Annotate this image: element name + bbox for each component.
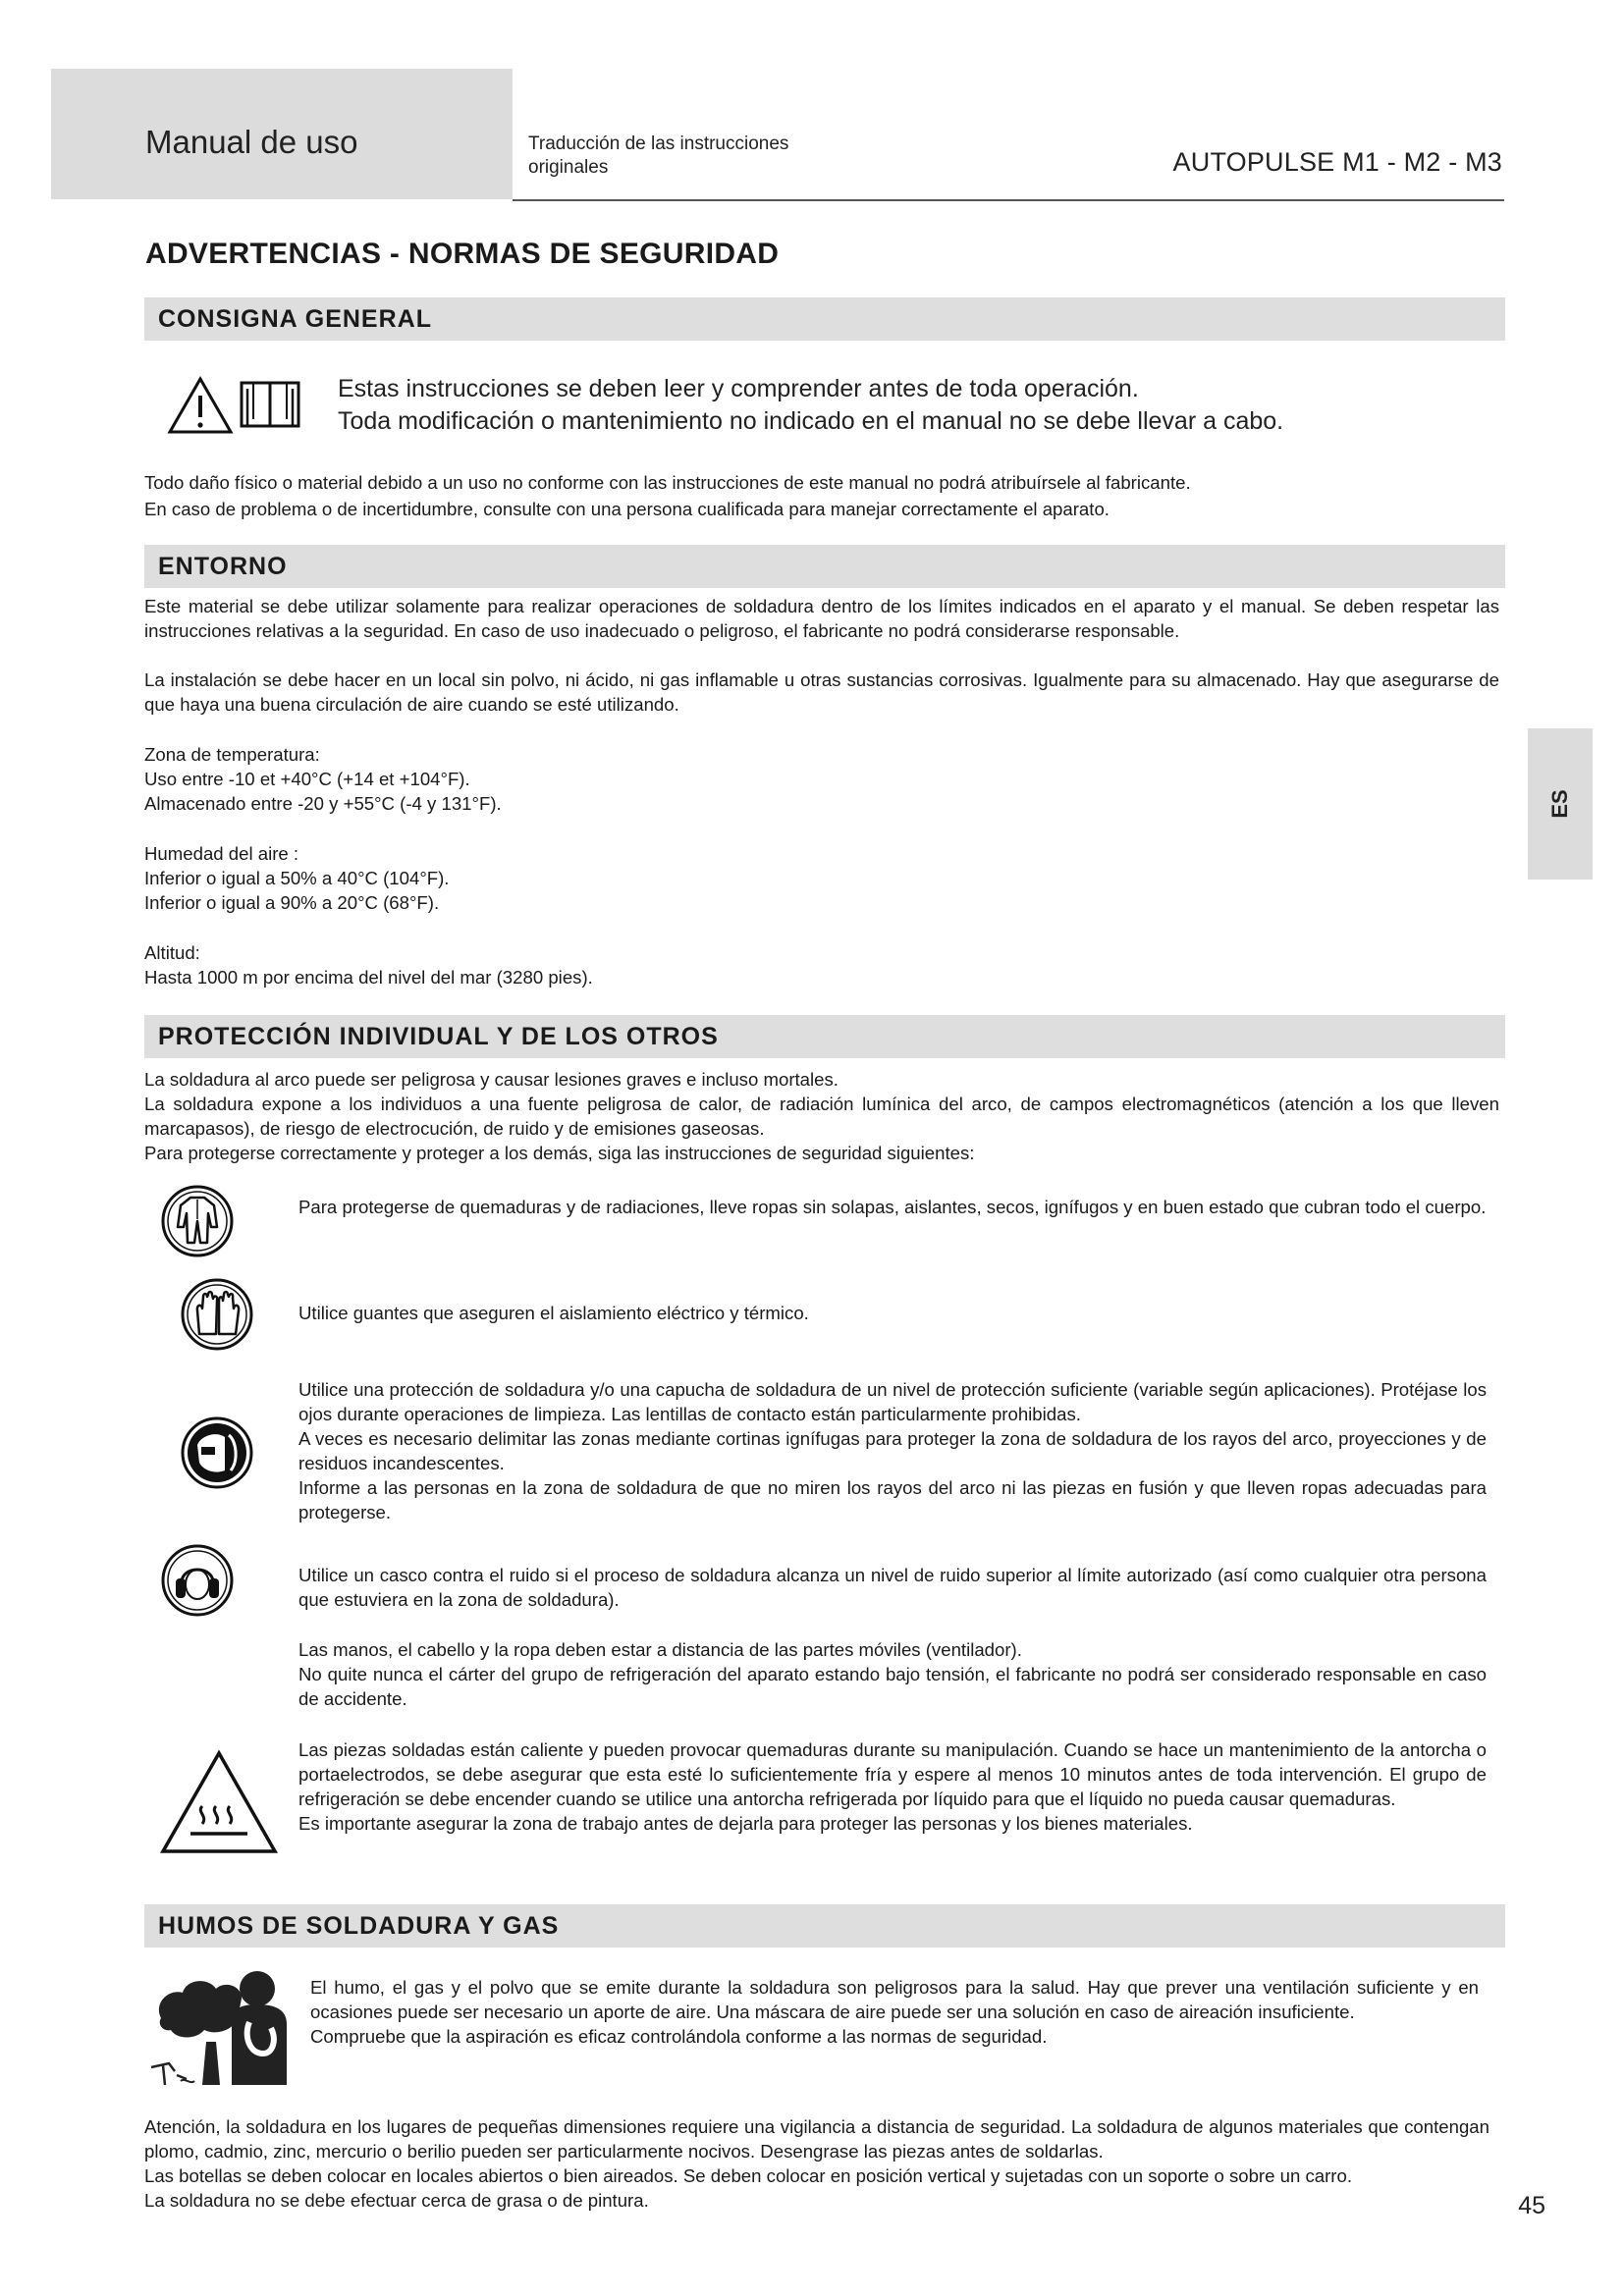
- altitude-block: [144, 940, 593, 989]
- moving-parts-text: [298, 1637, 1487, 1711]
- gloves-text: Utilice guantes que aseguren el aislamiento eléctrico y térmico.: [298, 1303, 809, 1323]
- page-number: 45: [1518, 2192, 1545, 2219]
- section-bar-fumes: [144, 1904, 1505, 1948]
- manual-book-icon: [240, 380, 300, 429]
- language-tab: [1528, 728, 1593, 880]
- moving-parts-text-1: Las manos, el cabello y la ropa deben estar a distancia de las partes móviles (ventilador).: [298, 1639, 1022, 1660]
- welding-mask-icon: [180, 1415, 254, 1490]
- protection-intro-2: La soldadura expone a los individuos a una fuente peligrosa de calor, de radiación lumínica del arco, de campos electromagnéticos (atención a los que lleven marcapasos), de riesgo de electrocución, de ruido y de emisiones gaseosas.: [144, 1094, 1499, 1139]
- altitude-title: Altitud:: [144, 942, 200, 963]
- model-name: AUTOPULSE M1 - M2 - M3: [1172, 147, 1502, 177]
- general-notice: [338, 373, 1283, 438]
- mask-text-1: Utilice una protección de soldadura y/o una capucha de soldadura de un nivel de protección suficiente (variable según aplicaciones). Protéjase los ojos durante operaciones de limpieza. Las lentillas de contacto están particularmente prohibidas.: [298, 1379, 1487, 1424]
- temperature-storage: Almacenado entre -20 y +55°C (-4 y 131°F).: [144, 793, 502, 814]
- fumes-warnings: [144, 2114, 1489, 2213]
- section-title-environment: ENTORNO: [158, 553, 288, 580]
- section-bar-environment: [144, 545, 1505, 588]
- header-divider: [513, 199, 1504, 201]
- fumes-text: [310, 1975, 1479, 2049]
- fumes-warning-1: Atención, la soldadura en los lugares de pequeñas dimensiones requiere una vigilancia a distancia de seguridad. La soldadura de algunos materiales que contengan plomo, cadmio, zinc, mercurio o berilio pueden ser particularmente nocivos. Desengrase las piezas antes de soldarlas.: [144, 2116, 1489, 2162]
- hot-parts-text: [298, 1737, 1487, 1836]
- environment-paragraph-1: Este material se debe utilizar solamente para realizar operaciones de soldadura dentro de los límites indicados en el aparato y el manual. Se deben respetar las instrucciones relativas a la seguridad. En caso de uso inadecuado o peligroso, el fabricante no podrá considerarse responsable.: [144, 596, 1499, 641]
- protection-intro-1: La soldadura al arco puede ser peligrosa y causar lesiones graves e incluso mortales.: [144, 1069, 839, 1090]
- humidity-block: [144, 841, 449, 915]
- fumes-text-2: Compruebe que la aspiración es eficaz controlándola conforme a las normas de seguridad.: [310, 2026, 1048, 2047]
- clothing-text: Para protegerse de quemaduras y de radiaciones, lleve ropas sin solapas, aislantes, secos, ignífugos y en buen estado que cubran todo el cuerpo.: [298, 1197, 1487, 1217]
- temperature-use: Uso entre -10 et +40°C (+14 et +104°F).: [144, 769, 470, 789]
- environment-paragraph-2: La instalación se debe hacer en un local sin polvo, ni ácido, ni gas inflamable u otras sustancias corrosivas. Igualmente para su almacenado. Hay que asegurarse de que haya una buena circulación de aire cuando se esté utilizando.: [144, 669, 1499, 715]
- ear-protection-text: Utilice un casco contra el ruido si el proceso de soldadura alcanza un nivel de ruido superior al límite autorizado (así como cualquier otra persona que estuviera en la zona de soldadura).: [298, 1565, 1487, 1610]
- section-title-protection: PROTECCIÓN INDIVIDUAL Y DE LOS OTROS: [158, 1023, 719, 1050]
- mask-text: [298, 1377, 1487, 1524]
- moving-parts-text-2: No quite nunca el cárter del grupo de refrigeración del aparato estando bajo tensión, el fabricante no podrá ser considerado responsable en caso de accidente.: [298, 1664, 1487, 1709]
- translation-note: [528, 133, 788, 180]
- humidity-limit-1: Inferior o igual a 50% a 40°C (104°F).: [144, 868, 450, 888]
- humidity-title: Humedad del aire :: [144, 843, 299, 864]
- protective-clothing-icon: [160, 1184, 235, 1258]
- language-tab-label: ES: [1547, 789, 1572, 819]
- mask-text-2: A veces es necesario delimitar las zonas mediante cortinas ignífugas para proteger la zona de soldadura de los rayos del arco, proyecciones y de residuos incandescentes.: [298, 1428, 1487, 1473]
- hot-surface-warning-icon: [159, 1749, 279, 1855]
- general-notice-line-1: Estas instrucciones se deben leer y comprender antes de toda operación.: [338, 375, 1139, 402]
- translation-line-2: originales: [528, 157, 609, 178]
- general-paragraph-1: Todo daño físico o material debido a un uso no conforme con las instrucciones de este manual no podrá atribuírsele al fabricante.: [144, 472, 1191, 493]
- hot-parts-text-2: Es importante asegurar la zona de trabajo antes de dejarla para proteger las personas y los bienes materiales.: [298, 1813, 1193, 1834]
- translation-line-1: Traducción de las instrucciones: [528, 133, 789, 154]
- temperature-title: Zona de temperatura:: [144, 744, 320, 765]
- altitude-value: Hasta 1000 m por encima del nivel del mar (3280 pies).: [144, 967, 593, 988]
- warning-triangle-icon: [167, 376, 234, 435]
- mask-text-3: Informe a las personas en la zona de soldadura de que no miren los rayos del arco ni las piezas en fusión y que lleven ropas adecuadas para protegerse.: [298, 1477, 1487, 1522]
- section-title-fumes: HUMOS DE SOLDADURA Y GAS: [158, 1912, 560, 1940]
- section-bar-general: [144, 297, 1505, 341]
- gloves-icon: [180, 1277, 254, 1352]
- fumes-hazard-icon: [147, 1959, 304, 2093]
- protection-intro: [144, 1067, 1499, 1165]
- fumes-warning-2: Las botellas se deben colocar en locales abiertos o bien aireados. Se deben colocar en posición vertical y sujetadas con un soporte o sobre un carro.: [144, 2165, 1353, 2186]
- section-bar-protection: [144, 1015, 1505, 1058]
- page-title: ADVERTENCIAS - NORMAS DE SEGURIDAD: [145, 238, 780, 270]
- general-paragraph-2: En caso de problema o de incertidumbre, consulte con una persona cualificada para manejar correctamente el aparato.: [144, 499, 1110, 519]
- general-notice-line-2: Toda modificación o mantenimiento no indicado en el manual no se debe llevar a cabo.: [338, 407, 1284, 435]
- hot-parts-text-1: Las piezas soldadas están caliente y pueden provocar quemaduras durante su manipulación. Cuando se hace un mantenimiento de la antorcha o portaelectrodos, se debe asegurar que esta esté lo suficientemente fría y espere al menos 10 minutos antes de toda intervención. El grupo de refrigeración se debe encender cuando se utilice una antorcha refrigerada por líquido para que el líquido no pueda causar quemaduras.: [298, 1739, 1487, 1809]
- temperature-block: [144, 742, 502, 816]
- humidity-limit-2: Inferior o igual a 90% a 20°C (68°F).: [144, 892, 440, 913]
- fumes-text-1: El humo, el gas y el polvo que se emite durante la soldadura son peligrosos para la salud. Hay que prever una ventilación suficiente y en ocasiones puede ser necesario un aporte de aire. Una máscara de aire puede ser una solución en caso de aireación insuficiente.: [310, 1977, 1479, 2022]
- section-title-general: CONSIGNA GENERAL: [158, 305, 432, 333]
- protection-intro-3: Para protegerse correctamente y proteger a los demás, siga las instrucciones de seguridad siguientes:: [144, 1143, 975, 1163]
- manual-label: Manual de uso: [145, 124, 358, 160]
- fumes-warning-3: La soldadura no se debe efectuar cerca de grasa o de pintura.: [144, 2190, 649, 2211]
- ear-protection-icon: [160, 1543, 235, 1618]
